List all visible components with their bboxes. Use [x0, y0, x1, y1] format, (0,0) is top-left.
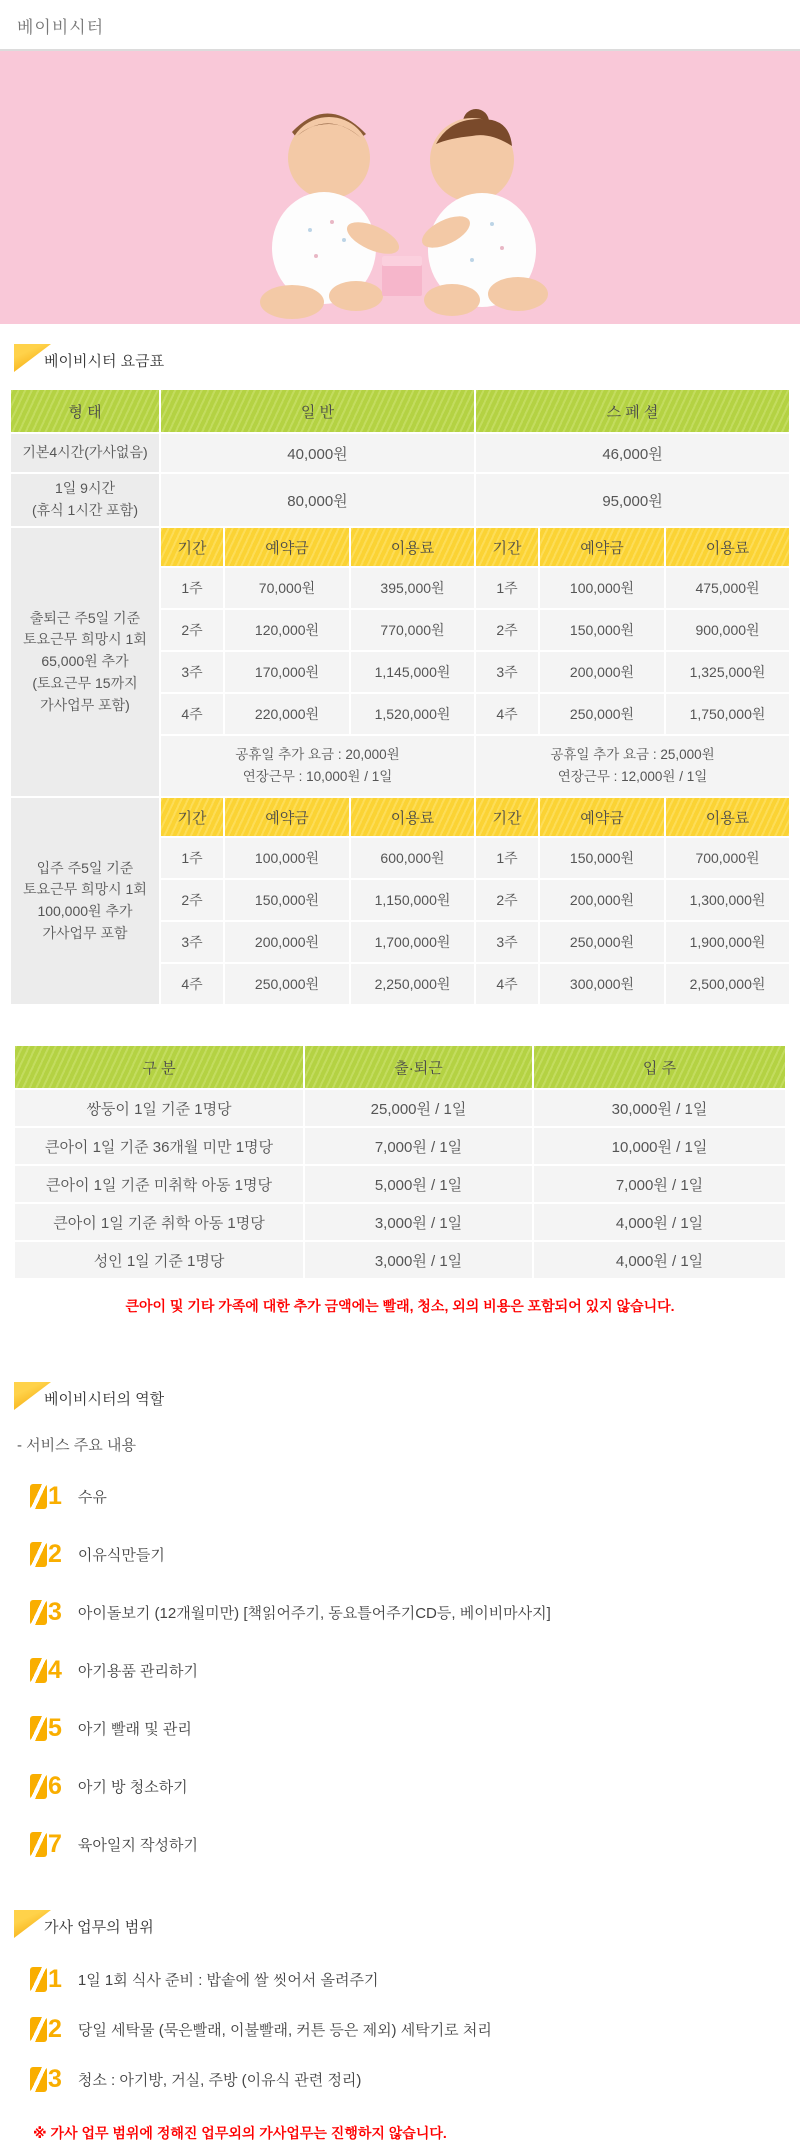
period-cell: 1주: [476, 568, 538, 608]
sub-column-header: 이용료: [666, 798, 789, 836]
item-number: 5: [48, 1714, 62, 1742]
list-item: [30, 1831, 800, 1858]
item-number-badge: [30, 1484, 62, 1509]
item-number-badge: [30, 1716, 62, 1741]
column-header: 일 반: [161, 390, 474, 432]
sub-header-row: [11, 528, 789, 566]
period-cell: 3주: [476, 922, 538, 962]
item-text: 아기 빨래 및 관리: [77, 1721, 192, 1738]
sub-column-header: 예약금: [225, 528, 349, 566]
zero-glyph: [30, 1832, 47, 1857]
price-cell: 30,000원 / 1일: [534, 1090, 785, 1126]
price-cell: 700,000원: [666, 838, 789, 878]
livein-block-label: [11, 798, 159, 1004]
price-cell: 220,000원: [225, 694, 349, 734]
price-cell: 1,900,000원: [666, 922, 789, 962]
row-label-line: 가사업무 포함): [40, 696, 130, 713]
extra-charges-table: [13, 1044, 787, 1280]
table-row: [15, 1204, 785, 1240]
table-row: [15, 1242, 785, 1278]
babies-image: [240, 80, 560, 324]
item-number-badge: [30, 1774, 62, 1799]
housework-list: [30, 1966, 800, 2093]
price-cell: 7,000원 / 1일: [534, 1166, 785, 1202]
sub-column-header: 이용료: [351, 798, 474, 836]
price-cell: 40,000원: [161, 434, 474, 472]
sub-column-header: 이용료: [351, 528, 474, 566]
item-text: 당일 세탁물 (묵은빨래, 이불빨래, 커튼 등은 제외) 세탁기로 처리: [77, 2022, 492, 2039]
price-cell: 1,150,000원: [351, 880, 474, 920]
zero-glyph: [30, 1484, 47, 1509]
table-row: [11, 434, 789, 472]
period-cell: 2주: [476, 880, 538, 920]
table-row: [15, 1090, 785, 1126]
sub-column-header: 기간: [476, 798, 538, 836]
price-cell: 2,500,000원: [666, 964, 789, 1004]
period-cell: 1주: [476, 838, 538, 878]
item-number-badge: [30, 2067, 62, 2092]
price-cell: 120,000원: [225, 610, 349, 650]
note-line: 공휴일 추가 요금 : 25,000원: [550, 747, 715, 763]
pricing-section-heading: [14, 344, 800, 372]
row-label: 쌍둥이 1일 기준 1명당: [15, 1090, 303, 1126]
hero-banner: [0, 51, 800, 324]
item-number: 3: [48, 1598, 62, 1626]
item-number: 2: [48, 2015, 62, 2043]
item-number-badge: [30, 2017, 62, 2042]
item-text: 아이돌보기 (12개월미만) [책읽어주기, 동요틀어주기CD등, 베이비마사지]: [77, 1605, 551, 1622]
price-cell: 250,000원: [225, 964, 349, 1004]
period-cell: 3주: [161, 652, 223, 692]
item-number-badge: [30, 1600, 62, 1625]
row-label-line: 출퇴근 주5일 기준: [29, 609, 141, 626]
item-number-badge: [30, 1832, 62, 1857]
price-cell: 10,000원 / 1일: [534, 1128, 785, 1164]
pricing-table: [9, 388, 791, 1006]
note-line: 연장근무 : 10,000원 / 1일: [242, 769, 393, 784]
surcharge-note: [476, 736, 789, 796]
period-cell: 3주: [161, 922, 223, 962]
item-text: 청소 : 아기방, 거실, 주방 (이유식 관련 정리): [77, 2072, 362, 2089]
zero-glyph: [30, 2067, 47, 2092]
zero-glyph: [30, 1658, 47, 1683]
price-cell: 150,000원: [540, 610, 664, 650]
row-label-line: 토요근무 희망시 1회: [23, 631, 147, 648]
period-cell: 2주: [476, 610, 538, 650]
section-title: 베이비시터 요금표: [44, 353, 165, 370]
item-text: 수유: [77, 1489, 107, 1506]
item-number: 3: [48, 2065, 62, 2093]
price-cell: 2,250,000원: [351, 964, 474, 1004]
price-cell: 1,750,000원: [666, 694, 789, 734]
column-header: 출·퇴근: [305, 1046, 532, 1088]
sub-column-header: 예약금: [225, 798, 349, 836]
price-cell: 4,000원 / 1일: [534, 1242, 785, 1278]
price-cell: 46,000원: [476, 434, 789, 472]
role-list: [30, 1483, 800, 1858]
zero-glyph: [30, 1600, 47, 1625]
price-cell: 100,000원: [225, 838, 349, 878]
price-cell: 4,000원 / 1일: [534, 1204, 785, 1240]
table-header-row: [11, 390, 789, 432]
row-label: 기본4시간(가사없음): [11, 434, 159, 472]
row-label: 큰아이 1일 기준 미취학 아동 1명당: [15, 1166, 303, 1202]
price-cell: 900,000원: [666, 610, 789, 650]
price-cell: 1,520,000원: [351, 694, 474, 734]
column-header: 형 태: [11, 390, 159, 432]
item-text: 아기 방 청소하기: [77, 1779, 188, 1796]
item-number: 2: [48, 1540, 62, 1568]
price-cell: 80,000원: [161, 474, 474, 526]
list-item: [30, 1966, 800, 1993]
price-cell: 250,000원: [540, 922, 664, 962]
list-item: [30, 1657, 800, 1684]
price-cell: 200,000원: [540, 652, 664, 692]
zero-glyph: [30, 1774, 47, 1799]
list-item: [30, 1483, 800, 1510]
column-header: 입 주: [534, 1046, 785, 1088]
price-cell: 250,000원: [540, 694, 664, 734]
item-number: 4: [48, 1656, 62, 1684]
list-item: [30, 1715, 800, 1742]
row-label-line: (휴식 1시간 포함): [31, 502, 138, 518]
sub-column-header: 기간: [161, 798, 223, 836]
sub-column-header: 기간: [476, 528, 538, 566]
period-cell: 1주: [161, 838, 223, 878]
zero-glyph: [30, 2017, 47, 2042]
row-label: [11, 474, 159, 526]
price-cell: 100,000원: [540, 568, 664, 608]
section-title: 베이비시터의 역할: [44, 1391, 165, 1408]
column-header: 구 분: [15, 1046, 303, 1088]
housework-note: ※ 가사 업무 범위에 정해진 업무외의 가사업무는 진행하지 않습니다.: [33, 2125, 447, 2141]
table-header-row: [15, 1046, 785, 1088]
period-cell: 1주: [161, 568, 223, 608]
table-row: [11, 474, 789, 526]
row-label-line: 100,000원 추가: [37, 903, 133, 919]
period-cell: 4주: [476, 694, 538, 734]
page-title: 베이비시터: [17, 18, 105, 37]
role-subheading: - 서비스 주요 내용: [17, 1437, 136, 1454]
price-cell: 7,000원 / 1일: [305, 1128, 532, 1164]
section-title: 가사 업무의 범위: [44, 1919, 154, 1936]
price-cell: 150,000원: [225, 880, 349, 920]
price-cell: 25,000원 / 1일: [305, 1090, 532, 1126]
period-cell: 4주: [161, 964, 223, 1004]
period-cell: 4주: [476, 964, 538, 1004]
price-cell: 3,000원 / 1일: [305, 1204, 532, 1240]
row-label-line: (토요근무 15까지: [32, 674, 138, 691]
price-cell: 475,000원: [666, 568, 789, 608]
item-number: 7: [48, 1830, 62, 1858]
sub-column-header: 예약금: [540, 528, 664, 566]
item-number-badge: [30, 1542, 62, 1567]
item-text: 아기용품 관리하기: [77, 1663, 198, 1680]
list-item: [30, 1541, 800, 1568]
period-cell: 4주: [161, 694, 223, 734]
table-row: [15, 1166, 785, 1202]
sub-column-header: 이용료: [666, 528, 789, 566]
price-cell: 395,000원: [351, 568, 474, 608]
zero-glyph: [30, 1542, 47, 1567]
zero-glyph: [30, 1967, 47, 1992]
note-line: 연장근무 : 12,000원 / 1일: [557, 769, 708, 784]
row-label-line: 65,000원 추가: [41, 653, 129, 670]
price-cell: 5,000원 / 1일: [305, 1166, 532, 1202]
sub-header-row: [11, 798, 789, 836]
item-text: 육아일지 작성하기: [77, 1837, 198, 1854]
price-cell: 1,325,000원: [666, 652, 789, 692]
period-cell: 3주: [476, 652, 538, 692]
item-text: 이유식만들기: [77, 1547, 165, 1564]
sub-column-header: 기간: [161, 528, 223, 566]
table-row: [15, 1128, 785, 1164]
row-label: 큰아이 1일 기준 36개월 미만 1명당: [15, 1128, 303, 1164]
row-label-line: 토요근무 희망시 1회: [23, 881, 147, 898]
price-cell: 200,000원: [225, 922, 349, 962]
price-cell: 600,000원: [351, 838, 474, 878]
price-cell: 170,000원: [225, 652, 349, 692]
row-label: 큰아이 1일 기준 취학 아동 1명당: [15, 1204, 303, 1240]
row-label-line: 가사업무 포함: [42, 924, 128, 941]
note-line: 공휴일 추가 요금 : 20,000원: [235, 747, 400, 763]
item-number: 1: [48, 1965, 62, 1993]
item-number-badge: [30, 1658, 62, 1683]
price-cell: 95,000원: [476, 474, 789, 526]
housework-section-heading: [14, 1910, 800, 1938]
period-cell: 2주: [161, 610, 223, 650]
price-cell: 3,000원 / 1일: [305, 1242, 532, 1278]
list-item: [30, 1773, 800, 1800]
page-header: [0, 0, 800, 51]
sub-column-header: 예약금: [540, 798, 664, 836]
commute-block-label: [11, 528, 159, 796]
price-cell: 300,000원: [540, 964, 664, 1004]
item-number: 1: [48, 1482, 62, 1510]
row-label-line: 1일 9시간: [54, 480, 115, 497]
list-item: [30, 2016, 800, 2043]
period-cell: 2주: [161, 880, 223, 920]
extra-charges-note: 큰아이 및 기타 가족에 대한 추가 금액에는 빨래, 청소, 외의 비용은 포함되어 있지 않습니다.: [125, 1298, 675, 1314]
item-number-badge: [30, 1967, 62, 1992]
surcharge-note: [161, 736, 474, 796]
price-cell: 1,145,000원: [351, 652, 474, 692]
price-cell: 1,300,000원: [666, 880, 789, 920]
column-header: 스 페 셜: [476, 390, 789, 432]
price-cell: 150,000원: [540, 838, 664, 878]
role-section-heading: [14, 1382, 800, 1410]
price-cell: 200,000원: [540, 880, 664, 920]
row-label: 성인 1일 기준 1명당: [15, 1242, 303, 1278]
zero-glyph: [30, 1716, 47, 1741]
price-cell: 70,000원: [225, 568, 349, 608]
row-label-line: 입주 주5일 기준: [36, 859, 134, 876]
list-item: [30, 2066, 800, 2093]
price-cell: 770,000원: [351, 610, 474, 650]
list-item: [30, 1599, 800, 1626]
item-number: 6: [48, 1772, 62, 1800]
item-text: 1일 1회 식사 준비 : 밥솥에 쌀 씻어서 올려주기: [77, 1972, 379, 1989]
price-cell: 1,700,000원: [351, 922, 474, 962]
